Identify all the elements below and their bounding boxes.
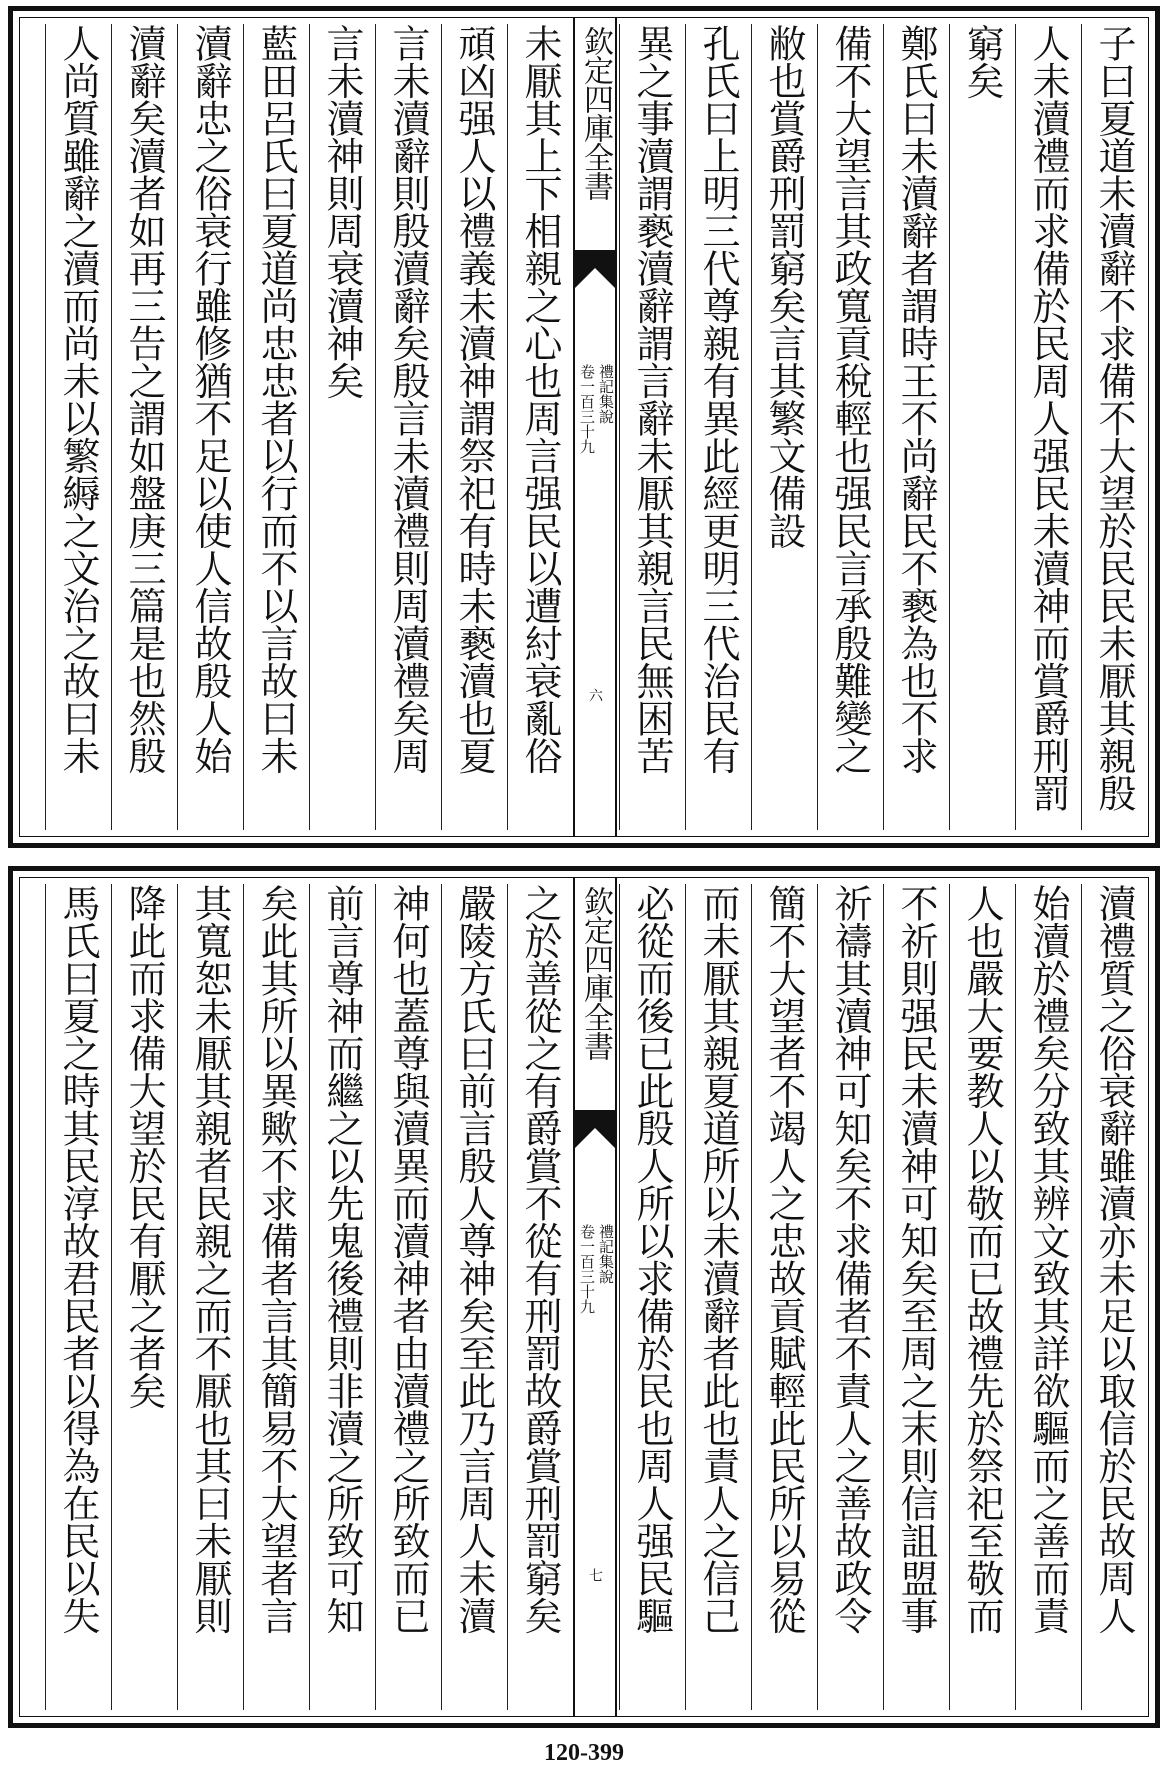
text-column: 瀆辭矣瀆者如再三告之謂如盤庚三篇是也然殷 — [111, 24, 177, 830]
text-column: 未厭其上下相親之心也周言强民以遭紂衰亂俗 — [507, 24, 573, 830]
text-column: 人尚質雖辭之瀆而尚未以繁縟之文治之故曰未 — [45, 24, 111, 830]
text-column: 而未厭其親夏道所以未瀆辭者此也責人之信己 — [685, 884, 751, 1710]
text-column: 言未瀆神則周衰瀆神矣 — [309, 24, 375, 830]
margin-book-info — [577, 364, 615, 454]
text-column: 言未瀆辭則殷瀆辭矣殷言未瀆禮則周瀆禮矣周 — [375, 24, 441, 830]
text-column: 簡不大望者不竭人之忠故貢賦輕此民所以易從 — [751, 884, 817, 1710]
text-column: 始瀆於禮矣分致其辨文致其詳欲驅而之善而責 — [1015, 884, 1081, 1710]
text-column: 神何也蓋尊與瀆異而瀆神者由瀆禮之所致而已 — [375, 884, 441, 1710]
margin-volume: 卷一百三十九 — [578, 1224, 596, 1314]
margin-volume: 卷一百三十九 — [578, 364, 596, 454]
margin-leaf-number: 六 — [587, 688, 603, 702]
fish-tail-mark — [573, 250, 617, 290]
text-column: 祈禱其瀆神可知矣不求備者不責人之善故政令 — [817, 884, 883, 1710]
top-page — [8, 6, 1160, 848]
margin-book-title: 禮記集說 — [597, 1224, 615, 1284]
text-column: 頑凶强人以禮義未瀆神謂祭祀有時未褻瀆也夏 — [441, 24, 507, 830]
center-margin — [573, 878, 617, 1716]
text-column: 其寬恕未厭其親者民親之而不厭也其曰未厭則 — [177, 884, 243, 1710]
text-column: 降此而求備大望於民有厭之者矣 — [111, 884, 177, 1710]
margin-leaf-number: 七 — [587, 1568, 603, 1582]
text-column: 敝也賞爵刑罰窮矣言其繁文備設 — [751, 24, 817, 830]
text-column: 子曰夏道未瀆辭不求備不大望於民民未厭其親殷 — [1081, 24, 1147, 830]
text-column: 人未瀆禮而求備於民周人强民未瀆神而賞爵刑罰 — [1015, 24, 1081, 830]
top-page-frame — [19, 17, 1149, 837]
text-column: 馬氏曰夏之時其民淳故君民者以得為在民以失 — [45, 884, 111, 1710]
bottom-page-frame — [19, 877, 1149, 1717]
text-column: 藍田呂氏曰夏道尚忠忠者以行而不以言故曰未 — [243, 24, 309, 830]
text-column: 必從而後已此殷人所以求備於民也周人强民驅 — [619, 884, 685, 1710]
text-column: 嚴陵方氏曰前言殷人尊神矣至此乃言周人未瀆 — [441, 884, 507, 1710]
text-column: 人也嚴大要教人以敬而已故禮先於祭祀至敬而 — [949, 884, 1015, 1710]
text-column: 孔氏曰上明三代尊親有異此經更明三代治民有 — [685, 24, 751, 830]
text-column: 瀆禮質之俗衰辭雖瀆亦未足以取信於民故周人 — [1081, 884, 1147, 1710]
text-column: 前言尊神而繼之以先鬼後禮則非瀆之所致可知 — [309, 884, 375, 1710]
margin-title: 欽定四庫全書 — [578, 26, 613, 200]
text-column: 鄭氏曰未瀆辭者謂時王不尚辭民不褻為也不求 — [883, 24, 949, 830]
text-column: 備不大望言其政寬貢稅輕也强民言承殷難變之 — [817, 24, 883, 830]
text-column: 之於善從之有爵賞不從有刑罰故爵賞刑罰窮矣 — [507, 884, 573, 1710]
center-margin — [573, 18, 617, 836]
text-column: 矣此其所以異歟不求備者言其簡易不大望者言 — [243, 884, 309, 1710]
fish-tail-mark — [573, 1110, 617, 1150]
text-column: 不祈則强民未瀆神可知矣至周之末則信詛盟事 — [883, 884, 949, 1710]
page-footer-number: 120-399 — [544, 1740, 624, 1766]
text-column: 窮矣 — [949, 24, 1015, 830]
text-column: 異之事瀆謂褻瀆辭謂言辭未厭其親言民無困苦 — [619, 24, 685, 830]
margin-book-info — [577, 1224, 615, 1314]
margin-book-title: 禮記集說 — [597, 364, 615, 424]
text-column: 瀆辭忠之俗衰行雖修猶不足以使人信故殷人始 — [177, 24, 243, 830]
margin-title: 欽定四庫全書 — [578, 886, 613, 1060]
bottom-page — [8, 866, 1160, 1728]
